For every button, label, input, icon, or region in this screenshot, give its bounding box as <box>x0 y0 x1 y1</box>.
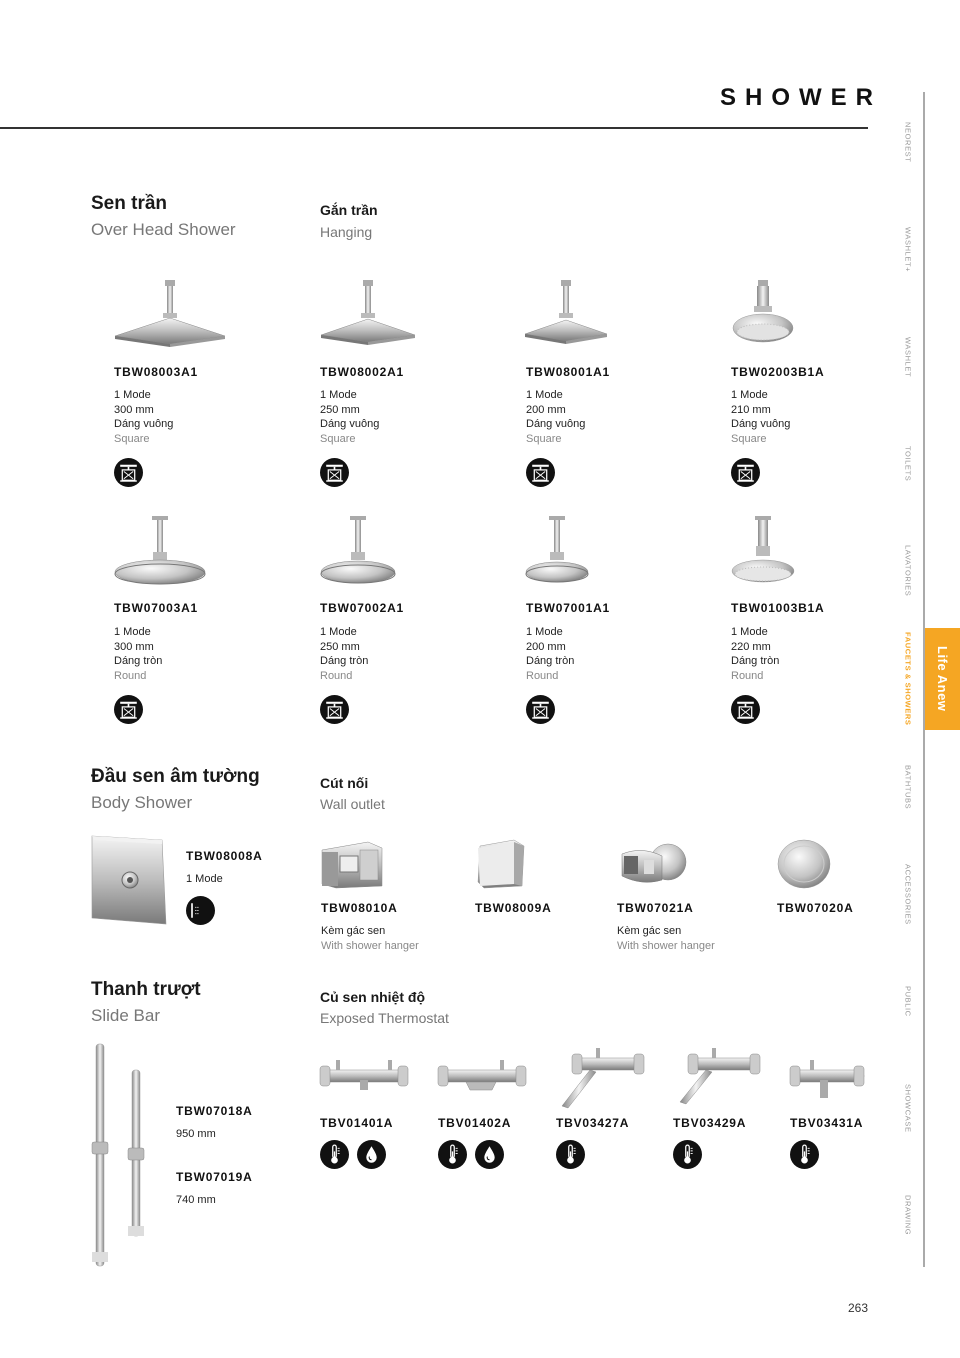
spec-size: 950 mm <box>176 1128 216 1140</box>
spec-shape-en: Square <box>114 432 150 445</box>
product-code: TBV03431A <box>790 1116 864 1130</box>
product-specs <box>731 625 779 683</box>
product-image-tbw07020a <box>774 838 834 890</box>
section-title-body-vi: Đầu sen âm tường <box>91 766 260 787</box>
spec-shape-en: Round <box>114 669 147 682</box>
product-code: TBW07021A <box>617 901 694 915</box>
spec-shape-vi: Dáng vuông <box>320 418 380 431</box>
spec-mode: 1 Mode <box>186 873 223 885</box>
spec-shape-en: Square <box>526 432 562 445</box>
spec-size: 210 mm <box>731 403 771 416</box>
product-image-tbv03427a <box>556 1046 648 1112</box>
spec-shape-vi: Dáng tròn <box>731 655 780 668</box>
spec-mode: 1 Mode <box>731 389 768 401</box>
product-specs <box>114 388 173 446</box>
spec-size: 300 mm <box>114 640 154 653</box>
product-code: TBV01402A <box>438 1116 512 1130</box>
product-image-tbw08001a1 <box>520 280 612 350</box>
header-divider <box>0 127 868 129</box>
sidebar-item-faucets-showers[interactable]: FAUCETS & SHOWERS <box>903 632 913 726</box>
product-image-tbw02003b1a <box>728 280 798 348</box>
sidebar-item-accessories[interactable]: ACCESSORIES <box>903 863 913 925</box>
spec-mode: 1 Mode <box>320 389 357 401</box>
spec-size: 250 mm <box>320 640 360 653</box>
section-title-slidebar-vi: Thanh trượt <box>91 979 201 1000</box>
ceiling-mount-icon <box>114 458 143 487</box>
product-code: TBW07002A1 <box>320 601 405 615</box>
product-specs <box>731 388 790 446</box>
product-image-tbw08010a <box>318 838 386 890</box>
spec-size: 740 mm <box>176 1194 216 1206</box>
product-specs <box>617 924 715 953</box>
spec-shape-en: Square <box>320 432 356 445</box>
note-en: With shower hanger <box>321 939 419 952</box>
product-code: TBW07003A1 <box>114 601 199 615</box>
sidebar-item-drawing[interactable]: DRAWING <box>903 1194 913 1236</box>
product-code: TBV03427A <box>556 1116 630 1130</box>
page-number: 263 <box>848 1301 869 1315</box>
spec-shape-vi: Dáng tròn <box>114 655 163 668</box>
sidebar-item-washlet-plus[interactable]: WASHLET+ <box>903 227 913 273</box>
spec-shape-en: Round <box>731 669 764 682</box>
note-vi: Kèm gác sen <box>617 925 682 937</box>
product-code: TBW08010A <box>321 901 398 915</box>
sidebar-item-toilets[interactable]: TOILETS <box>903 446 913 482</box>
water-drop-icon <box>357 1140 386 1169</box>
product-code: TBW08008A <box>186 849 263 863</box>
ceiling-mount-icon <box>114 695 143 724</box>
thermometer-icon <box>790 1140 819 1169</box>
spec-mode: 1 Mode <box>526 389 563 401</box>
section-title-overhead-vi: Sen trần <box>91 193 168 214</box>
product-image-tbw07002a1 <box>316 516 400 586</box>
sidebar-item-bathtubs[interactable]: BATHTUBS <box>903 764 913 810</box>
spec-size: 200 mm <box>526 403 566 416</box>
spec-mode: 1 Mode <box>526 626 563 638</box>
product-image-tbv03429a <box>672 1046 764 1112</box>
ceiling-mount-icon <box>526 695 555 724</box>
product-image-slide-bars <box>90 1042 160 1268</box>
subsection-hanging-vi: Gắn trần <box>320 202 378 218</box>
thermometer-icon <box>438 1140 467 1169</box>
spec-size: 300 mm <box>114 403 154 416</box>
spec-size: 220 mm <box>731 640 771 653</box>
subsection-wall-outlet-vi: Cút nối <box>320 775 369 791</box>
product-specs <box>321 924 419 953</box>
product-image-tbw07003a1 <box>110 516 210 586</box>
product-specs <box>114 625 162 683</box>
product-code: TBV01401A <box>320 1116 394 1130</box>
spec-shape-vi: Dáng tròn <box>320 655 369 668</box>
spec-mode: 1 Mode <box>731 626 768 638</box>
ceiling-mount-icon <box>320 695 349 724</box>
product-code: TBW07019A <box>176 1170 253 1184</box>
product-image-tbw08009a <box>474 838 528 890</box>
section-title-overhead-en: Over Head Shower <box>91 220 236 239</box>
spec-size: 200 mm <box>526 640 566 653</box>
product-image-tbv03431a <box>788 1056 868 1102</box>
product-image-tbw01003b1a <box>728 516 798 586</box>
subsection-hanging-en: Hanging <box>320 224 373 240</box>
spec-shape-vi: Dáng vuông <box>114 418 174 431</box>
product-image-tbw07021a <box>614 836 690 892</box>
thermometer-icon <box>673 1140 702 1169</box>
sidebar-item-showcase[interactable]: SHOWCASE <box>903 1083 913 1133</box>
product-code: TBW02003B1A <box>731 365 825 379</box>
section-title-slidebar-en: Slide Bar <box>91 1006 160 1025</box>
product-image-tbw08008a <box>90 834 168 926</box>
page-title: SHOWER <box>720 84 882 111</box>
sidebar-item-public[interactable]: PUBLIC <box>903 985 913 1017</box>
spec-mode: 1 Mode <box>114 389 151 401</box>
subsection-thermostat-en: Exposed Thermostat <box>320 1010 449 1026</box>
product-image-tbw08003a1 <box>110 280 230 350</box>
life-anew-tab[interactable]: Life Anew <box>925 628 960 730</box>
spec-shape-en: Square <box>731 432 767 445</box>
spec-shape-vi: Dáng vuông <box>526 418 586 431</box>
thermometer-icon <box>320 1140 349 1169</box>
sidebar-item-neorest[interactable]: NEOREST <box>903 121 913 163</box>
subsection-wall-outlet-en: Wall outlet <box>320 796 385 812</box>
spec-shape-en: Round <box>320 669 353 682</box>
thermometer-icon <box>556 1140 585 1169</box>
product-code: TBW08001A1 <box>526 365 611 379</box>
spec-mode: 1 Mode <box>320 626 357 638</box>
ceiling-mount-icon <box>731 458 760 487</box>
product-image-tbw07001a1 <box>522 516 592 586</box>
section-title-body-en: Body Shower <box>91 793 193 812</box>
note-vi: Kèm gác sen <box>321 925 386 937</box>
product-image-tbv01402a <box>436 1056 528 1096</box>
product-code: TBW08003A1 <box>114 365 199 379</box>
body-shower-icon <box>186 896 215 925</box>
product-specs <box>526 388 585 446</box>
product-code: TBW08009A <box>475 901 552 915</box>
product-code: TBW07001A1 <box>526 601 611 615</box>
note-en: With shower hanger <box>617 939 715 952</box>
product-code: TBV03429A <box>673 1116 747 1130</box>
spec-shape-en: Round <box>526 669 559 682</box>
spec-mode: 1 Mode <box>114 626 151 638</box>
product-image-tbw08002a1 <box>316 280 420 350</box>
product-code: TBW07018A <box>176 1104 253 1118</box>
spec-shape-vi: Dáng tròn <box>526 655 575 668</box>
spec-shape-vi: Dáng vuông <box>731 418 791 431</box>
ceiling-mount-icon <box>526 458 555 487</box>
product-image-tbv01401a <box>318 1056 410 1096</box>
sidebar-item-lavatories[interactable]: LAVATORIES <box>903 545 913 597</box>
product-code: TBW07020A <box>777 901 854 915</box>
subsection-thermostat-vi: Củ sen nhiệt độ <box>320 989 425 1005</box>
sidebar-item-washlet[interactable]: WASHLET <box>903 336 913 378</box>
product-specs <box>526 625 574 683</box>
ceiling-mount-icon <box>731 695 760 724</box>
product-code: TBW01003B1A <box>731 601 825 615</box>
product-code: TBW08002A1 <box>320 365 405 379</box>
water-drop-icon <box>475 1140 504 1169</box>
ceiling-mount-icon <box>320 458 349 487</box>
spec-size: 250 mm <box>320 403 360 416</box>
product-specs <box>320 625 368 683</box>
product-specs <box>320 388 379 446</box>
